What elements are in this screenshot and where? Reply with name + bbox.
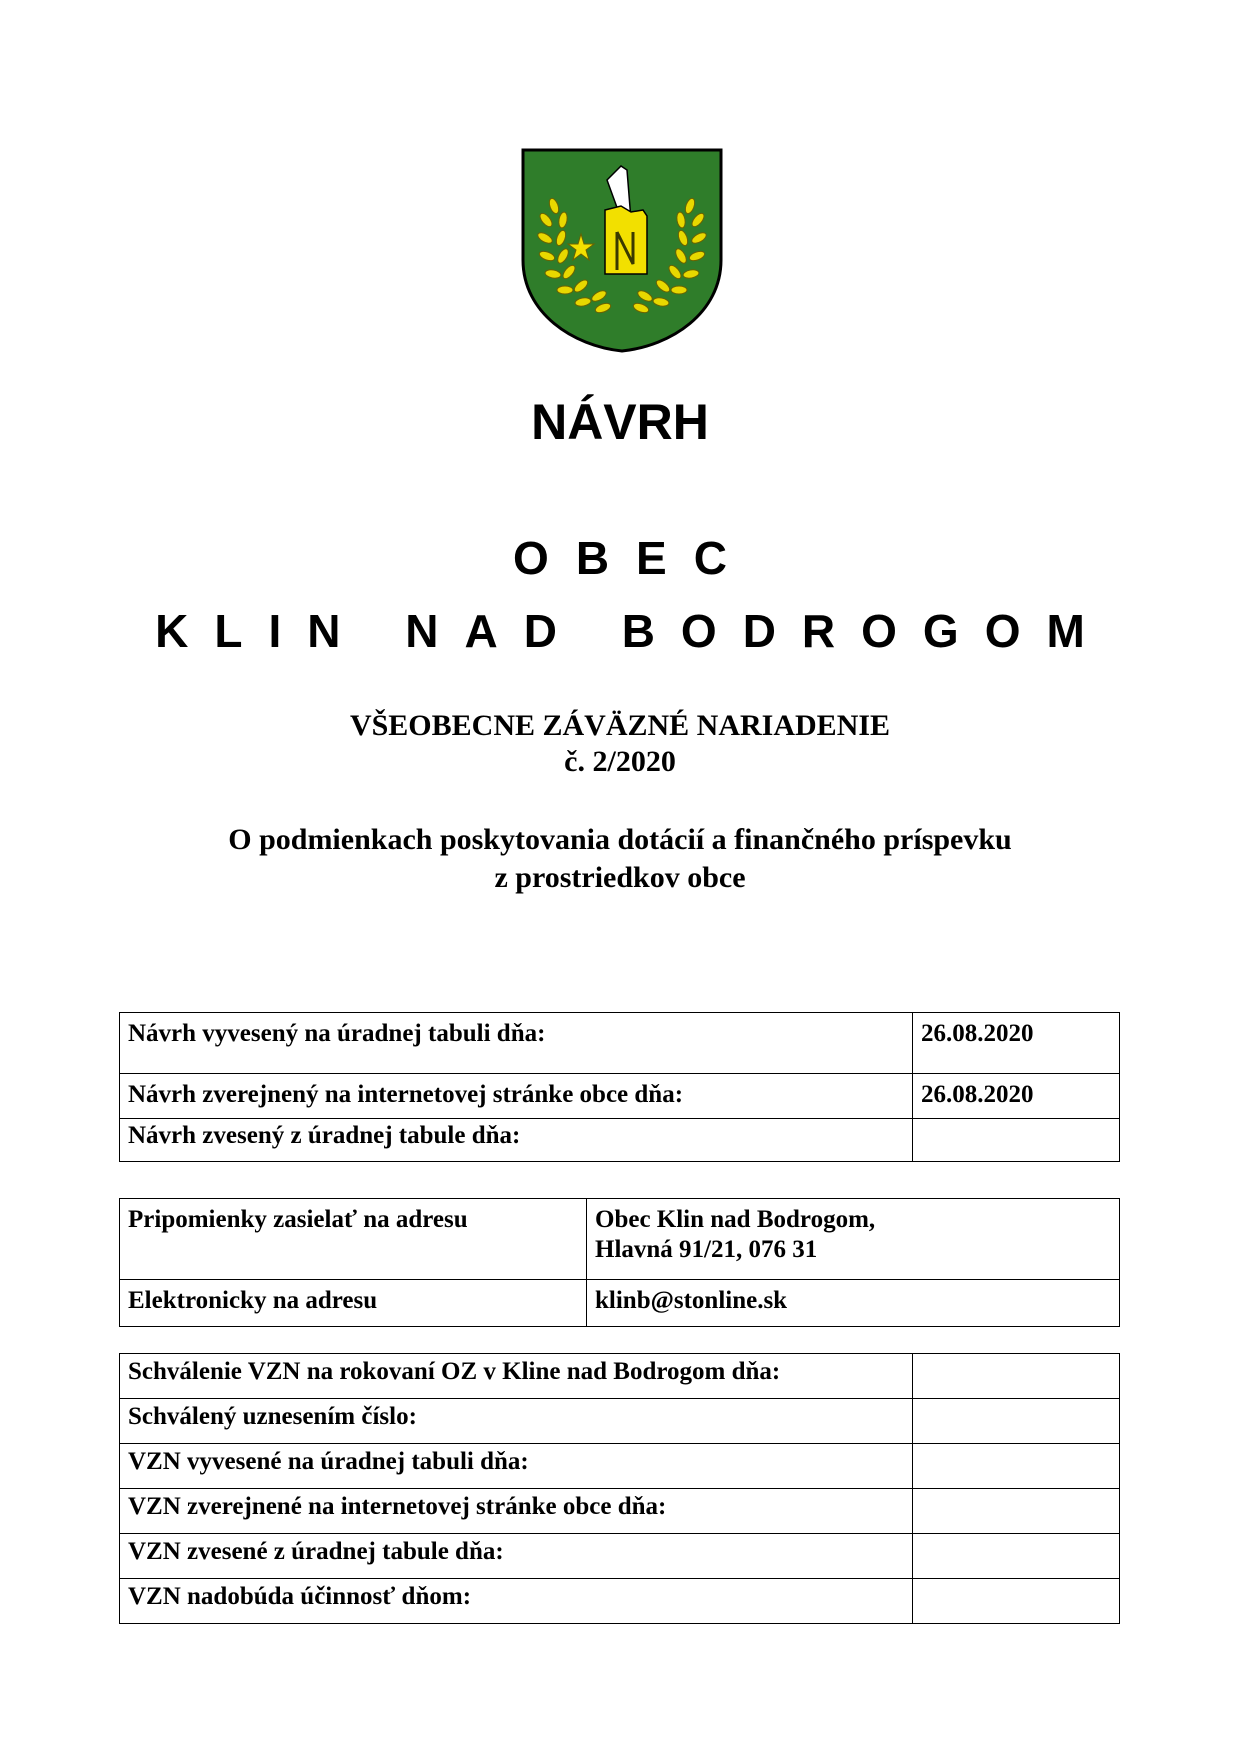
- approval-value: [913, 1579, 1120, 1624]
- comments-address-line2: Hlavná 91/21, 076 31: [595, 1236, 818, 1263]
- publication-label: Návrh zvesený z úradnej tabule dňa:: [120, 1119, 913, 1162]
- comments-table: [119, 1198, 1120, 1327]
- table-row: [120, 1444, 1120, 1489]
- approval-value: [913, 1489, 1120, 1534]
- table-row: [120, 1579, 1120, 1624]
- email-label: Elektronicky na adresu: [120, 1280, 587, 1327]
- municipality-crest: [521, 148, 723, 353]
- table-row: [120, 1534, 1120, 1579]
- publication-label: Návrh vyvesený na úradnej tabuli dňa:: [120, 1013, 913, 1074]
- approval-label: Schválený uznesením číslo:: [120, 1399, 913, 1444]
- regulation-subject-line2: z prostriedkov obce: [494, 861, 746, 894]
- approval-value: [913, 1399, 1120, 1444]
- approval-value: [913, 1444, 1120, 1489]
- table-row: [120, 1280, 1120, 1327]
- municipality-heading-line2: KLIN NAD BODROGOM: [155, 605, 1111, 657]
- publication-table: [119, 1012, 1120, 1162]
- table-row: [120, 1013, 1120, 1074]
- table-row: [120, 1354, 1120, 1399]
- approval-label: Schválenie VZN na rokovaní OZ v Kline nad Bodrogom dňa:: [120, 1354, 913, 1399]
- approval-label: VZN vyvesené na úradnej tabuli dňa:: [120, 1444, 913, 1489]
- regulation-subject-line1: O podmienkach poskytovania dotácií a finančného príspevku: [228, 823, 1012, 856]
- comments-label: Pripomienky zasielať na adresu: [120, 1199, 587, 1280]
- approval-label: VZN zverejnené na internetovej stránke obce dňa:: [120, 1489, 913, 1534]
- approval-value: [913, 1354, 1120, 1399]
- municipality-heading-line1: OBEC: [513, 532, 754, 584]
- table-row: [120, 1399, 1120, 1444]
- draft-heading: NÁVRH: [531, 394, 709, 450]
- table-row: [120, 1074, 1120, 1119]
- comments-address-line1: Obec Klin nad Bodrogom,: [595, 1206, 876, 1233]
- approval-label: VZN zvesené z úradnej tabule dňa:: [120, 1534, 913, 1579]
- table-row: [120, 1489, 1120, 1534]
- comments-address: [587, 1199, 1120, 1280]
- approval-table: [119, 1353, 1120, 1624]
- table-row: [120, 1119, 1120, 1162]
- regulation-number: č. 2/2020: [564, 745, 676, 778]
- table-row: [120, 1199, 1120, 1280]
- publication-value: 26.08.2020: [913, 1013, 1120, 1074]
- publication-value: 26.08.2020: [913, 1074, 1120, 1119]
- publication-label: Návrh zverejnený na internetovej stránke obce dňa:: [120, 1074, 913, 1119]
- publication-value: [913, 1119, 1120, 1162]
- email-address: klinb@stonline.sk: [587, 1280, 1120, 1327]
- approval-value: [913, 1534, 1120, 1579]
- regulation-title: VŠEOBECNE ZÁVÄZNÉ NARIADENIE: [349, 709, 891, 742]
- approval-label: VZN nadobúda účinnosť dňom:: [120, 1579, 913, 1624]
